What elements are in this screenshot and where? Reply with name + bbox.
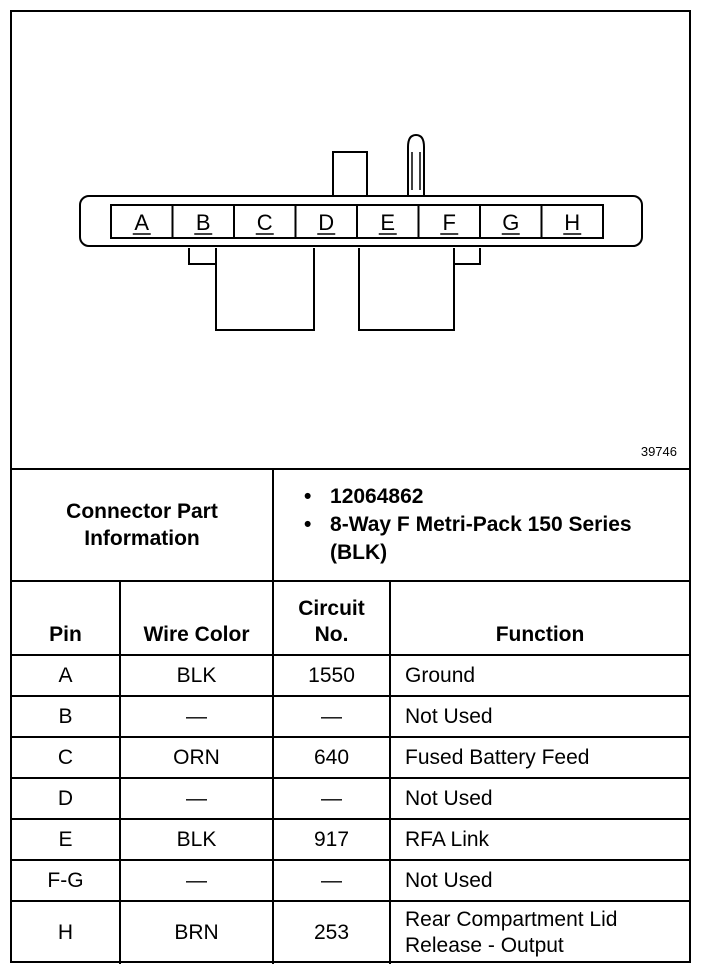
circuit-cell: 640	[273, 737, 390, 778]
circuit-cell: —	[273, 860, 390, 901]
circuit-cell: —	[273, 778, 390, 819]
connector-diagram	[12, 12, 689, 470]
function-cell: Ground	[390, 655, 689, 696]
pin-label-e: E	[380, 210, 396, 235]
pin-label-g: G	[502, 210, 520, 235]
pin-cell: A	[12, 655, 120, 696]
pin-label-d: D	[318, 210, 335, 235]
table-row	[12, 655, 689, 696]
function-cell: Not Used	[390, 696, 689, 737]
header-pin: Pin	[12, 581, 120, 655]
circuit-cell: 1550	[273, 655, 390, 696]
pin-label-a: A	[134, 210, 150, 235]
connector-drawing	[12, 12, 689, 468]
circuit-cell: 253	[273, 901, 390, 964]
header-circuit: Circuit No.	[273, 581, 390, 655]
connector-info-list	[273, 470, 689, 581]
table-row	[12, 819, 689, 860]
connector-sheet	[10, 10, 691, 963]
function-cell: Rear Compartment Lid Release - Output	[390, 901, 689, 964]
pin-label-f: F	[442, 210, 456, 235]
pin-cell: H	[12, 901, 120, 964]
function-cell: RFA Link	[390, 819, 689, 860]
circuit-cell: 917	[273, 819, 390, 860]
table-row	[12, 737, 689, 778]
pin-cell: B	[12, 696, 120, 737]
wire-color-cell: ORN	[120, 737, 273, 778]
header-function: Function	[390, 581, 689, 655]
pin-cell: D	[12, 778, 120, 819]
function-cell: Fused Battery Feed	[390, 737, 689, 778]
wire-color-cell: BRN	[120, 901, 273, 964]
function-cell: Not Used	[390, 778, 689, 819]
wire-color-cell: —	[120, 860, 273, 901]
table-row	[12, 696, 689, 737]
connector-info-label: Connector Part Information	[12, 470, 273, 581]
connector-type: • 8-Way F Metri-Pack 150 Series (BLK)	[304, 511, 689, 567]
pin-cell: C	[12, 737, 120, 778]
connector-table	[12, 470, 689, 964]
pin-label-c: C	[256, 210, 273, 235]
wire-color-cell: —	[120, 696, 273, 737]
pin-cell: F-G	[12, 860, 120, 901]
table-row	[12, 778, 689, 819]
pin-label-h: H	[564, 210, 581, 235]
figure-number: 39746	[640, 444, 677, 459]
circuit-cell: —	[273, 696, 390, 737]
pin-cell: E	[12, 819, 120, 860]
part-number: • 12064862	[304, 483, 689, 511]
pin-label-b: B	[195, 210, 211, 235]
table-row	[12, 901, 689, 964]
table-row	[12, 860, 689, 901]
function-cell: Not Used	[390, 860, 689, 901]
wire-color-cell: BLK	[120, 819, 273, 860]
wire-color-cell: BLK	[120, 655, 273, 696]
header-wire-color: Wire Color	[120, 581, 273, 655]
connector-info-row	[12, 470, 689, 581]
table-header-row	[12, 581, 689, 655]
wire-color-cell: —	[120, 778, 273, 819]
